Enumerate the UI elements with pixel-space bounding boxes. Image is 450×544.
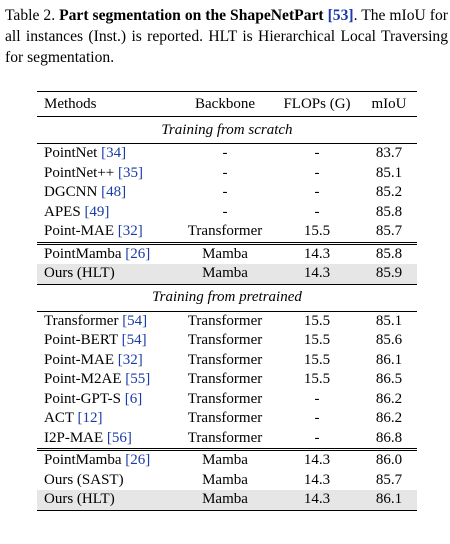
citation-link[interactable]: [56] xyxy=(106,429,132,446)
caption-label: Table 2. xyxy=(5,7,56,24)
header-flops: FLOPs (G) xyxy=(273,92,361,117)
table-row xyxy=(37,351,417,371)
flops-cell: 15.5 xyxy=(303,223,331,240)
method-cell xyxy=(37,144,177,164)
flops-cell: - xyxy=(314,410,320,427)
flops-cell: - xyxy=(314,203,320,220)
citation-link[interactable]: [32] xyxy=(117,351,143,368)
flops-cell: 15.5 xyxy=(273,311,361,331)
flops-cell: - xyxy=(314,429,320,446)
table-row xyxy=(37,429,417,450)
flops-cell: 15.5 xyxy=(303,351,331,368)
backbone-cell: Transformer xyxy=(187,390,263,407)
table-row xyxy=(37,264,417,284)
method-name: I2P-MAE xyxy=(44,429,104,446)
method-name: PointMamba xyxy=(44,452,122,469)
method-name: Point-MAE xyxy=(44,351,115,368)
method-cell xyxy=(37,222,177,243)
citation-link[interactable]: [6] xyxy=(124,390,143,407)
table-row xyxy=(37,490,417,510)
method-name: PointNet++ xyxy=(44,164,115,181)
backbone-cell: Transformer xyxy=(187,410,263,427)
backbone-cell: Transformer xyxy=(177,311,273,331)
table-header-row xyxy=(37,92,417,117)
method-cell xyxy=(37,490,177,510)
citation-link[interactable]: [55] xyxy=(125,371,151,388)
backbone-cell: Mamba xyxy=(177,490,273,510)
method-name: PointNet xyxy=(44,145,98,162)
backbone-cell: Transformer xyxy=(187,429,263,446)
table-row xyxy=(37,409,417,429)
citation-link[interactable]: [35] xyxy=(118,164,144,181)
header-backbone: Backbone xyxy=(177,92,273,117)
flops-cell: - xyxy=(314,164,320,181)
miou-cell: 85.8 xyxy=(361,243,417,264)
backbone-cell: Transformer xyxy=(187,371,263,388)
header-methods: Methods xyxy=(37,92,177,117)
flops-cell: 14.3 xyxy=(273,490,361,510)
caption-title: Part segmentation on the ShapeNetPart [53] xyxy=(59,7,354,24)
method-name: Transformer xyxy=(44,312,119,329)
citation-link[interactable]: [12] xyxy=(77,410,103,427)
flops-cell: 14.3 xyxy=(273,264,361,284)
method-cell xyxy=(37,429,177,450)
table-row xyxy=(37,331,417,351)
method-cell xyxy=(37,183,177,203)
table-body xyxy=(37,117,417,511)
flops-cell: 15.5 xyxy=(303,332,331,349)
table-row xyxy=(37,203,417,223)
method-cell xyxy=(37,390,177,410)
method-name: Ours (SAST) xyxy=(44,471,124,488)
citation-link[interactable]: [26] xyxy=(125,452,151,469)
miou-cell: 83.7 xyxy=(361,144,417,164)
method-cell xyxy=(37,331,177,351)
miou-cell: 85.9 xyxy=(361,264,417,284)
method-name: ACT xyxy=(44,410,74,427)
flops-cell: 14.3 xyxy=(273,243,361,264)
miou-cell: 85.1 xyxy=(361,311,417,331)
miou-cell: 85.1 xyxy=(375,164,403,181)
miou-cell: 86.2 xyxy=(375,410,403,427)
backbone-cell: Transformer xyxy=(187,223,263,240)
citation-link[interactable]: [32] xyxy=(117,223,143,240)
method-cell xyxy=(37,203,177,223)
method-cell xyxy=(37,370,177,390)
miou-cell: 85.8 xyxy=(375,203,403,220)
method-name: Ours (HLT) xyxy=(44,265,115,282)
flops-cell: 14.3 xyxy=(303,471,331,488)
backbone-cell: - xyxy=(222,184,228,201)
method-cell xyxy=(37,243,177,264)
table-row xyxy=(37,183,417,203)
header-miou: mIoU xyxy=(361,92,417,117)
flops-cell: - xyxy=(314,390,320,407)
table-row xyxy=(37,243,417,264)
backbone-cell: Mamba xyxy=(177,243,273,264)
citation-link[interactable]: [54] xyxy=(121,332,147,349)
backbone-cell: Mamba xyxy=(202,471,248,488)
miou-cell: 85.2 xyxy=(375,184,403,201)
method-cell xyxy=(37,264,177,284)
backbone-cell: - xyxy=(222,203,228,220)
flops-cell: 15.5 xyxy=(303,371,331,388)
method-cell xyxy=(37,311,177,331)
section-title: Training from pretrained xyxy=(37,284,417,311)
method-name: DGCNN xyxy=(44,184,98,201)
miou-cell: 86.0 xyxy=(361,450,417,471)
table-row xyxy=(37,311,417,331)
miou-cell: 86.8 xyxy=(375,429,403,446)
caption-text: . The mIoU for all instances (Inst.) is reported. HLT is Hierarchical Local Traversing for segmentation. xyxy=(5,7,448,66)
backbone-cell: Mamba xyxy=(177,264,273,284)
flops-cell: - xyxy=(314,184,320,201)
section-header-row xyxy=(37,284,417,311)
miou-cell: 86.5 xyxy=(375,371,403,388)
method-name: Point-GPT-S xyxy=(44,390,121,407)
table-row xyxy=(37,450,417,471)
table-row xyxy=(37,222,417,243)
method-cell xyxy=(37,450,177,471)
method-name: Point-MAE xyxy=(44,223,115,240)
citation-link[interactable]: [34] xyxy=(101,145,127,162)
table-row xyxy=(37,164,417,184)
table-row xyxy=(37,471,417,491)
miou-cell: 86.2 xyxy=(375,390,403,407)
method-name: Point-M2AE xyxy=(44,371,122,388)
backbone-cell: Mamba xyxy=(177,450,273,471)
miou-cell: 85.7 xyxy=(375,223,403,240)
method-cell xyxy=(37,409,177,429)
miou-cell: 85.6 xyxy=(375,332,403,349)
method-name: Point-BERT xyxy=(44,332,118,349)
method-name: PointMamba xyxy=(44,245,122,262)
backbone-cell: Transformer xyxy=(187,332,263,349)
table-caption xyxy=(5,5,448,68)
miou-cell: 86.1 xyxy=(375,351,403,368)
citation-link[interactable]: [48] xyxy=(101,184,127,201)
method-name: Ours (HLT) xyxy=(44,491,115,508)
miou-cell: 85.7 xyxy=(375,471,403,488)
citation-link[interactable]: [49] xyxy=(84,203,110,220)
method-cell xyxy=(37,164,177,184)
citation-link[interactable]: [54] xyxy=(122,312,148,329)
miou-cell: 86.1 xyxy=(361,490,417,510)
citation-link[interactable]: [26] xyxy=(125,245,151,262)
backbone-cell: - xyxy=(222,164,228,181)
table-row xyxy=(37,370,417,390)
backbone-cell: Transformer xyxy=(187,351,263,368)
caption-citation[interactable]: [53] xyxy=(327,7,354,24)
results-table xyxy=(37,91,417,511)
section-title: Training from scratch xyxy=(37,117,417,144)
method-cell xyxy=(37,471,177,491)
table-row xyxy=(37,390,417,410)
flops-cell: 14.3 xyxy=(273,450,361,471)
method-name: APES xyxy=(44,203,81,220)
table-row xyxy=(37,144,417,164)
flops-cell: - xyxy=(273,144,361,164)
backbone-cell: - xyxy=(177,144,273,164)
method-cell xyxy=(37,351,177,371)
section-header-row xyxy=(37,117,417,144)
